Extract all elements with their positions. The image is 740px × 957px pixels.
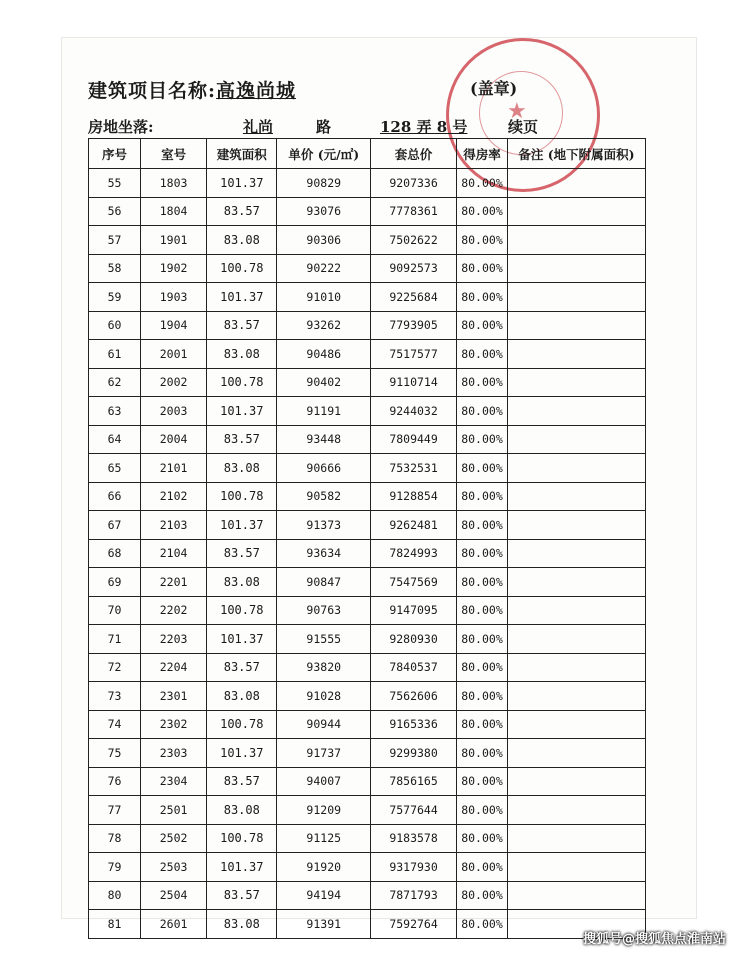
row-index: 62 <box>89 368 141 397</box>
building-area: 100.78 <box>207 596 277 625</box>
building-area: 83.57 <box>207 881 277 910</box>
building-area: 100.78 <box>207 710 277 739</box>
room-number: 2302 <box>141 710 207 739</box>
total-price: 9225684 <box>371 283 457 312</box>
remarks-cell <box>507 368 645 397</box>
table-row <box>89 511 646 540</box>
room-number: 2004 <box>141 425 207 454</box>
remarks-cell <box>507 254 645 283</box>
unit-price: 93820 <box>277 653 371 682</box>
total-price: 7532531 <box>371 454 457 483</box>
table-row <box>89 254 646 283</box>
efficiency-rate: 80.00% <box>457 568 508 597</box>
room-number: 2201 <box>141 568 207 597</box>
building-area: 83.57 <box>207 197 277 226</box>
building-area: 101.37 <box>207 169 277 198</box>
building-area: 83.08 <box>207 454 277 483</box>
unit-price: 91125 <box>277 824 371 853</box>
unit-price: 90847 <box>277 568 371 597</box>
remarks-cell <box>507 739 645 768</box>
col-header: 得房率 <box>457 139 508 169</box>
table-row <box>89 539 646 568</box>
room-number: 2301 <box>141 682 207 711</box>
unit-price: 94007 <box>277 767 371 796</box>
road-name: 礼尚 <box>243 118 274 136</box>
total-price: 9207336 <box>371 169 457 198</box>
room-number: 1804 <box>141 197 207 226</box>
remarks-cell <box>507 653 645 682</box>
project-name: 高逸尚城 <box>216 80 297 102</box>
table-row <box>89 226 646 255</box>
remarks-cell <box>507 397 645 426</box>
efficiency-rate: 80.00% <box>457 311 508 340</box>
efficiency-rate: 80.00% <box>457 881 508 910</box>
project-title <box>88 76 296 103</box>
building-area: 101.37 <box>207 511 277 540</box>
building-area: 83.57 <box>207 311 277 340</box>
efficiency-rate: 80.00% <box>457 254 508 283</box>
row-index: 64 <box>89 425 141 454</box>
remarks-cell <box>507 511 645 540</box>
project-label: 建筑项目名称: <box>88 80 217 102</box>
room-number: 2202 <box>141 596 207 625</box>
remarks-cell <box>507 596 645 625</box>
row-index: 56 <box>89 197 141 226</box>
col-header: 备注 (地下附属面积) <box>507 139 645 169</box>
efficiency-rate: 80.00% <box>457 340 508 369</box>
unit-price: 90582 <box>277 482 371 511</box>
unit-price: 90402 <box>277 368 371 397</box>
remarks-cell <box>507 625 645 654</box>
remarks-cell <box>507 568 645 597</box>
total-price: 7824993 <box>371 539 457 568</box>
road-suffix: 路 <box>316 118 332 136</box>
room-number: 1902 <box>141 254 207 283</box>
unit-price: 91010 <box>277 283 371 312</box>
unit-price: 91373 <box>277 511 371 540</box>
total-price: 7577644 <box>371 796 457 825</box>
total-price: 7562606 <box>371 682 457 711</box>
price-table <box>88 138 646 939</box>
row-index: 76 <box>89 767 141 796</box>
room-number: 1901 <box>141 226 207 255</box>
room-number: 2502 <box>141 824 207 853</box>
efficiency-rate: 80.00% <box>457 653 508 682</box>
row-index: 79 <box>89 853 141 882</box>
table-row <box>89 397 646 426</box>
room-number: 1803 <box>141 169 207 198</box>
efficiency-rate: 80.00% <box>457 226 508 255</box>
row-index: 65 <box>89 454 141 483</box>
room-number: 2203 <box>141 625 207 654</box>
row-index: 67 <box>89 511 141 540</box>
table-row <box>89 682 646 711</box>
room-number: 2003 <box>141 397 207 426</box>
table-row <box>89 169 646 198</box>
remarks-cell <box>507 796 645 825</box>
total-price: 7547569 <box>371 568 457 597</box>
table-row <box>89 197 646 226</box>
table-row <box>89 454 646 483</box>
remarks-cell <box>507 853 645 882</box>
table-row <box>89 283 646 312</box>
total-price: 9183578 <box>371 824 457 853</box>
table-row <box>89 767 646 796</box>
building-area: 100.78 <box>207 254 277 283</box>
room-number: 2103 <box>141 511 207 540</box>
building-area: 101.37 <box>207 853 277 882</box>
unit-price: 90222 <box>277 254 371 283</box>
efficiency-rate: 80.00% <box>457 739 508 768</box>
row-index: 61 <box>89 340 141 369</box>
total-price: 7793905 <box>371 311 457 340</box>
total-price: 9244032 <box>371 397 457 426</box>
row-index: 71 <box>89 625 141 654</box>
remarks-cell <box>507 767 645 796</box>
unit-price: 90306 <box>277 226 371 255</box>
remarks-cell <box>507 710 645 739</box>
table-row <box>89 796 646 825</box>
total-price: 7592764 <box>371 910 457 939</box>
continued-label: 续页 <box>508 118 539 136</box>
col-header: 单价 (元/㎡) <box>277 139 371 169</box>
remarks-cell <box>507 482 645 511</box>
unit-price: 91555 <box>277 625 371 654</box>
seal-star-icon: ★ <box>507 99 527 124</box>
room-number: 2504 <box>141 881 207 910</box>
row-index: 59 <box>89 283 141 312</box>
row-index: 63 <box>89 397 141 426</box>
table-header-row <box>89 139 646 169</box>
watermark: 搜狐号@搜狐焦点淮南站 <box>582 932 726 947</box>
efficiency-rate: 80.00% <box>457 511 508 540</box>
efficiency-rate: 80.00% <box>457 197 508 226</box>
total-price: 7809449 <box>371 425 457 454</box>
building-area: 101.37 <box>207 739 277 768</box>
efficiency-rate: 80.00% <box>457 169 508 198</box>
room-number: 2101 <box>141 454 207 483</box>
room-number: 2002 <box>141 368 207 397</box>
table-row <box>89 596 646 625</box>
building-area: 83.57 <box>207 425 277 454</box>
total-price: 9110714 <box>371 368 457 397</box>
seal-label: (盖章) <box>470 79 518 98</box>
row-index: 80 <box>89 881 141 910</box>
room-number: 2501 <box>141 796 207 825</box>
row-index: 77 <box>89 796 141 825</box>
room-number: 2102 <box>141 482 207 511</box>
row-index: 57 <box>89 226 141 255</box>
efficiency-rate: 80.00% <box>457 853 508 882</box>
total-price: 7778361 <box>371 197 457 226</box>
remarks-cell <box>507 283 645 312</box>
total-price: 7502622 <box>371 226 457 255</box>
col-header: 序号 <box>89 139 141 169</box>
table-row <box>89 568 646 597</box>
unit-price: 90486 <box>277 340 371 369</box>
unit-price: 90944 <box>277 710 371 739</box>
total-price: 9092573 <box>371 254 457 283</box>
room-number: 1904 <box>141 311 207 340</box>
row-index: 69 <box>89 568 141 597</box>
building-area: 101.37 <box>207 625 277 654</box>
building-area: 100.78 <box>207 482 277 511</box>
remarks-cell <box>507 425 645 454</box>
remarks-cell <box>507 682 645 711</box>
unit-price: 90763 <box>277 596 371 625</box>
room-number: 1903 <box>141 283 207 312</box>
remarks-cell <box>507 197 645 226</box>
table-row <box>89 482 646 511</box>
row-index: 75 <box>89 739 141 768</box>
total-price: 9299380 <box>371 739 457 768</box>
building-area: 101.37 <box>207 283 277 312</box>
total-price: 9262481 <box>371 511 457 540</box>
efficiency-rate: 80.00% <box>457 397 508 426</box>
table-row <box>89 881 646 910</box>
efficiency-rate: 80.00% <box>457 539 508 568</box>
table-row <box>89 739 646 768</box>
table-row <box>89 368 646 397</box>
table-row <box>89 710 646 739</box>
row-index: 68 <box>89 539 141 568</box>
address-label: 房地坐落: <box>88 118 154 136</box>
building-area: 83.08 <box>207 796 277 825</box>
efficiency-rate: 80.00% <box>457 283 508 312</box>
table-row <box>89 853 646 882</box>
building-area: 100.78 <box>207 824 277 853</box>
total-price: 7517577 <box>371 340 457 369</box>
table-row <box>89 824 646 853</box>
unit-price: 91920 <box>277 853 371 882</box>
remarks-cell <box>507 881 645 910</box>
room-number: 2503 <box>141 853 207 882</box>
efficiency-rate: 80.00% <box>457 425 508 454</box>
table-row <box>89 311 646 340</box>
row-index: 81 <box>89 910 141 939</box>
remarks-cell <box>507 226 645 255</box>
total-price: 9147095 <box>371 596 457 625</box>
building-area: 83.08 <box>207 910 277 939</box>
room-number: 2204 <box>141 653 207 682</box>
unit-price: 91209 <box>277 796 371 825</box>
building-area: 101.37 <box>207 397 277 426</box>
building-area: 83.08 <box>207 226 277 255</box>
row-index: 66 <box>89 482 141 511</box>
efficiency-rate: 80.00% <box>457 910 508 939</box>
table-row <box>89 653 646 682</box>
unit-price: 91191 <box>277 397 371 426</box>
unit-price: 90829 <box>277 169 371 198</box>
row-index: 78 <box>89 824 141 853</box>
remarks-cell <box>507 454 645 483</box>
remarks-cell <box>507 311 645 340</box>
unit-price: 93448 <box>277 425 371 454</box>
room-number: 2104 <box>141 539 207 568</box>
row-index: 70 <box>89 596 141 625</box>
remarks-cell <box>507 539 645 568</box>
total-price: 7871793 <box>371 881 457 910</box>
building-area: 83.08 <box>207 682 277 711</box>
building-area: 83.57 <box>207 653 277 682</box>
table-row <box>89 340 646 369</box>
row-index: 73 <box>89 682 141 711</box>
efficiency-rate: 80.00% <box>457 767 508 796</box>
table-row <box>89 625 646 654</box>
table-row <box>89 910 646 939</box>
total-price: 9128854 <box>371 482 457 511</box>
room-number: 2601 <box>141 910 207 939</box>
total-price: 9317930 <box>371 853 457 882</box>
lane-number: 128 弄 8 号 <box>380 118 468 136</box>
total-price: 7856165 <box>371 767 457 796</box>
remarks-cell <box>507 169 645 198</box>
building-area: 83.57 <box>207 767 277 796</box>
remarks-cell <box>507 340 645 369</box>
efficiency-rate: 80.00% <box>457 482 508 511</box>
unit-price: 94194 <box>277 881 371 910</box>
efficiency-rate: 80.00% <box>457 796 508 825</box>
row-index: 55 <box>89 169 141 198</box>
unit-price: 91737 <box>277 739 371 768</box>
efficiency-rate: 80.00% <box>457 710 508 739</box>
unit-price: 90666 <box>277 454 371 483</box>
table-row <box>89 425 646 454</box>
efficiency-rate: 80.00% <box>457 596 508 625</box>
building-area: 100.78 <box>207 368 277 397</box>
row-index: 58 <box>89 254 141 283</box>
total-price: 7840537 <box>371 653 457 682</box>
unit-price: 93262 <box>277 311 371 340</box>
row-index: 60 <box>89 311 141 340</box>
room-number: 2304 <box>141 767 207 796</box>
col-header: 套总价 <box>371 139 457 169</box>
remarks-cell <box>507 824 645 853</box>
efficiency-rate: 80.00% <box>457 682 508 711</box>
col-header: 室号 <box>141 139 207 169</box>
room-number: 2001 <box>141 340 207 369</box>
unit-price: 93076 <box>277 197 371 226</box>
unit-price: 91391 <box>277 910 371 939</box>
row-index: 74 <box>89 710 141 739</box>
room-number: 2303 <box>141 739 207 768</box>
total-price: 9165336 <box>371 710 457 739</box>
unit-price: 93634 <box>277 539 371 568</box>
row-index: 72 <box>89 653 141 682</box>
total-price: 9280930 <box>371 625 457 654</box>
col-header: 建筑面积 <box>207 139 277 169</box>
unit-price: 91028 <box>277 682 371 711</box>
efficiency-rate: 80.00% <box>457 368 508 397</box>
efficiency-rate: 80.00% <box>457 824 508 853</box>
building-area: 83.08 <box>207 340 277 369</box>
building-area: 83.57 <box>207 539 277 568</box>
building-area: 83.08 <box>207 568 277 597</box>
efficiency-rate: 80.00% <box>457 625 508 654</box>
efficiency-rate: 80.00% <box>457 454 508 483</box>
